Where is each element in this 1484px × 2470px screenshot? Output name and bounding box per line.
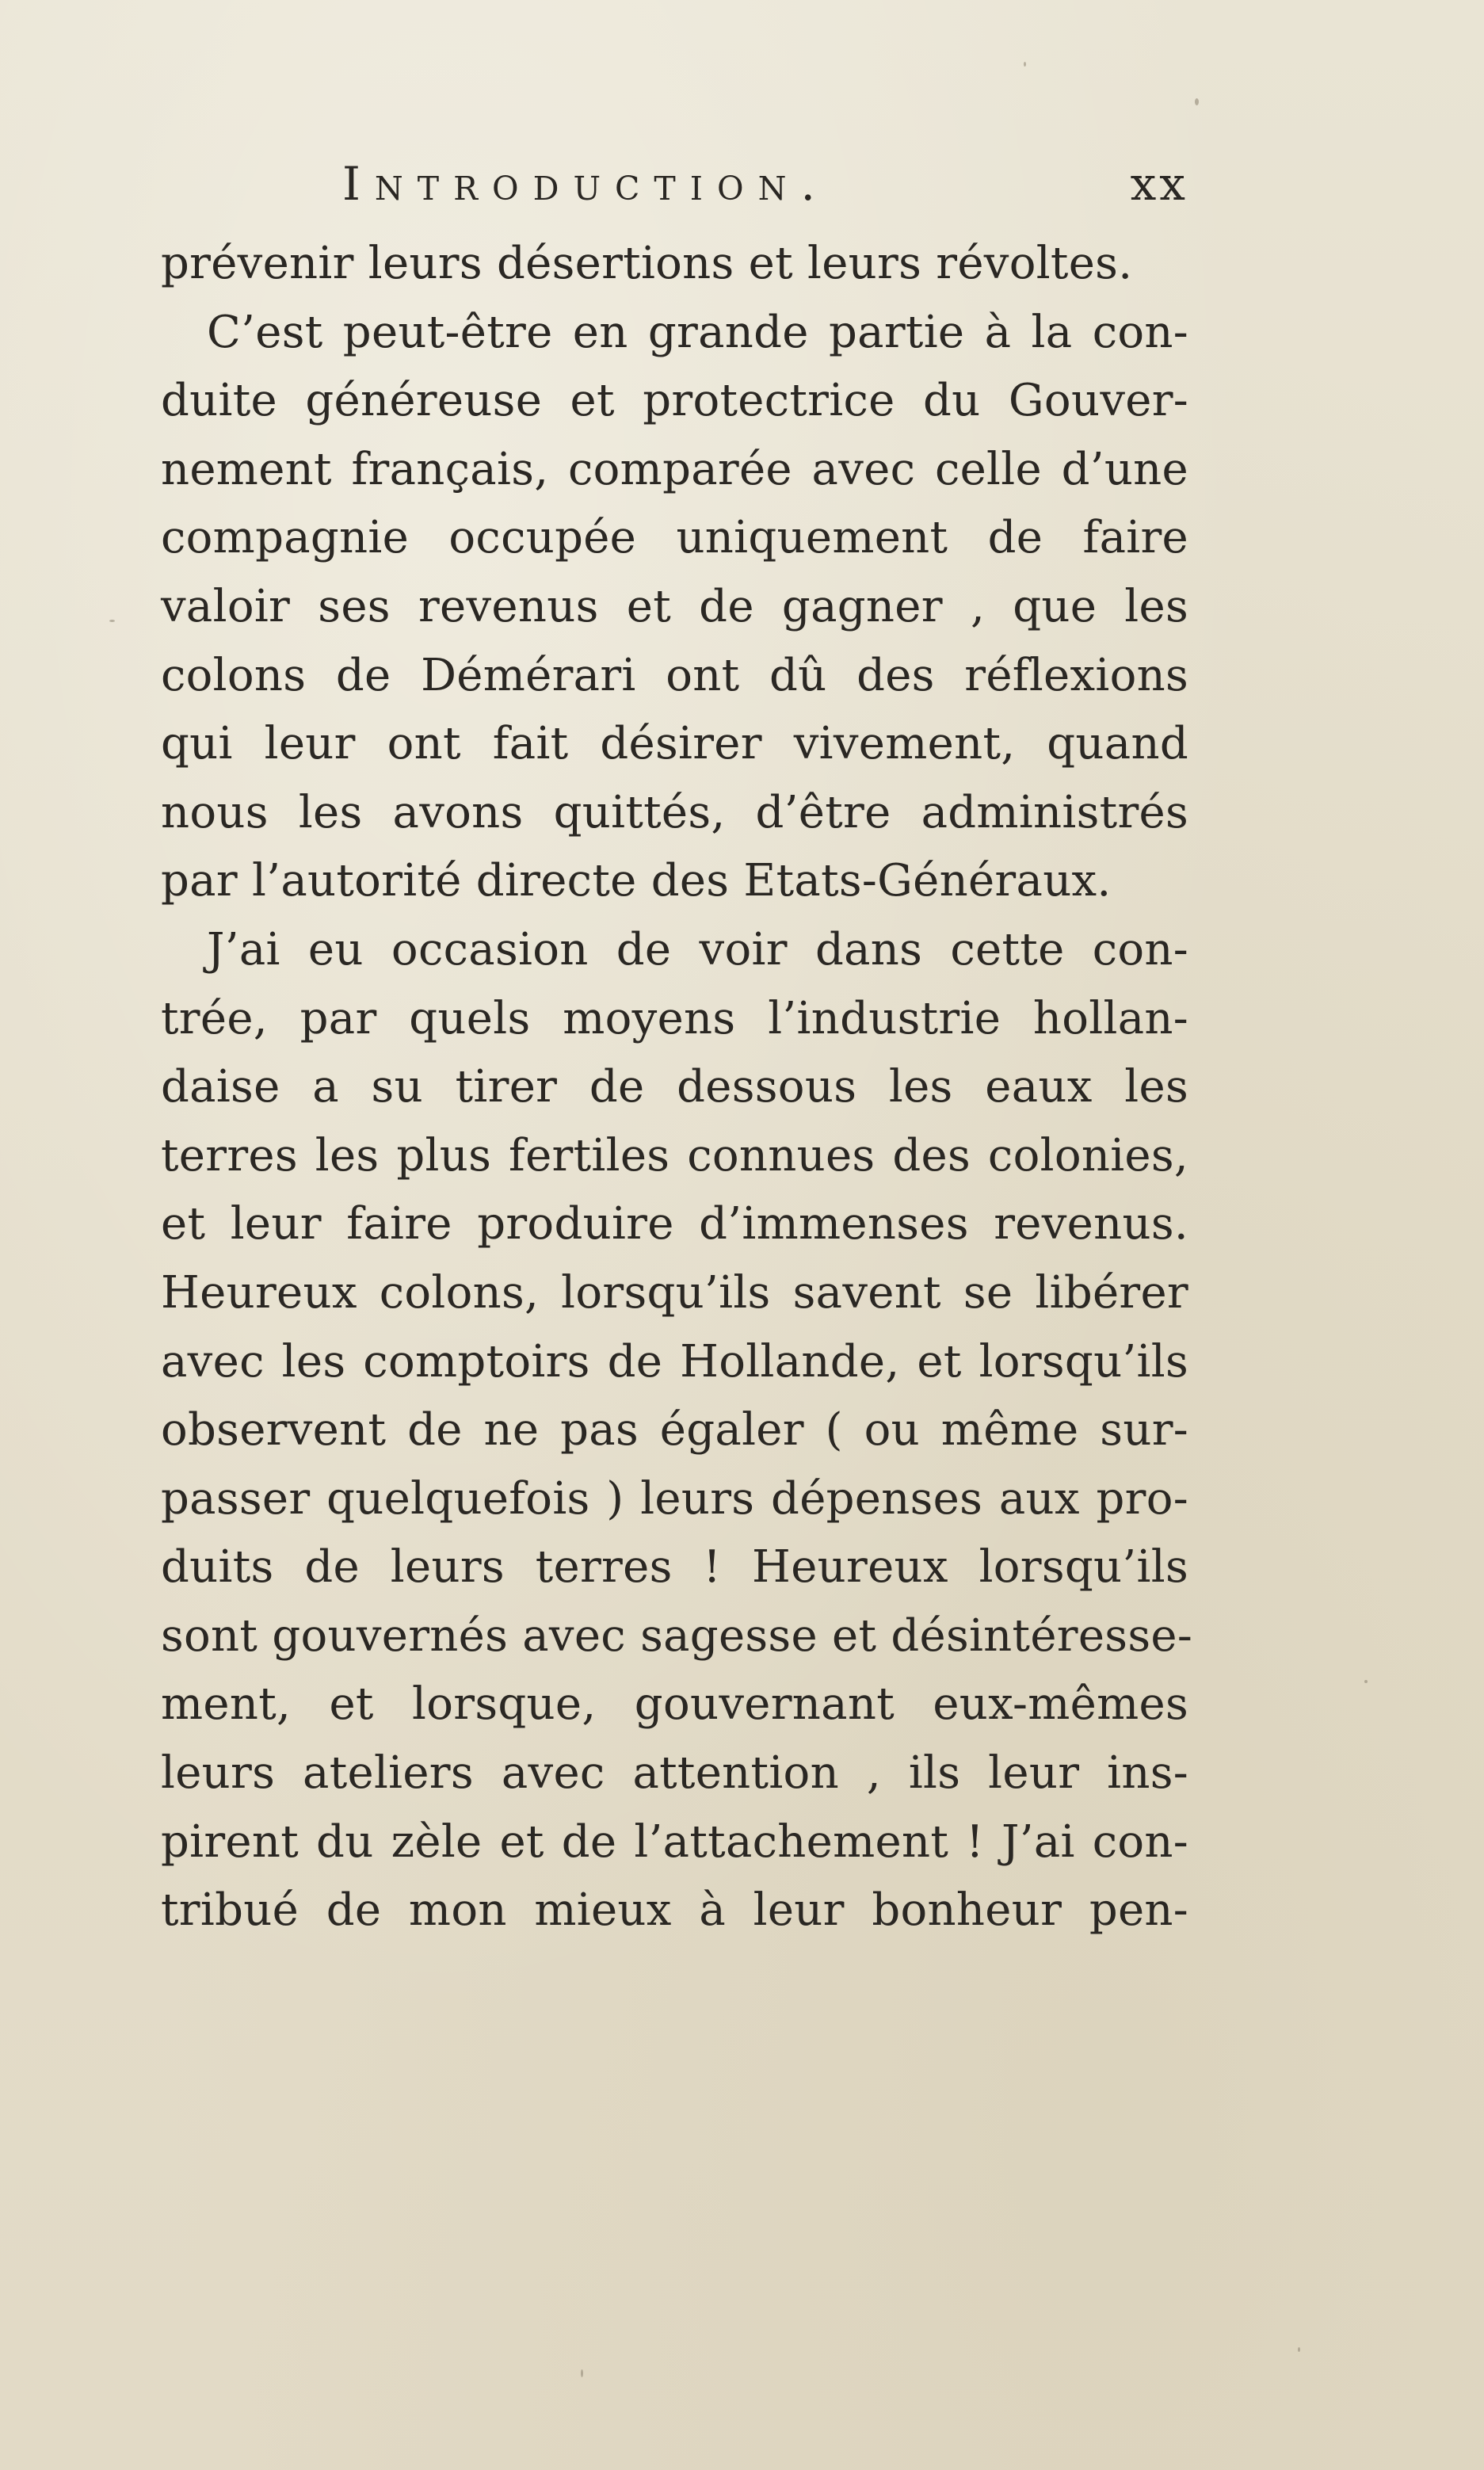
text-line: qui leur ont fait désirer vivement, quand (161, 718, 1188, 770)
text-line: C’est peut-être en grande partie à la con- (207, 306, 1188, 358)
text-line: colons de Démérari ont dû des réflexions (161, 649, 1188, 701)
text-line: J’ai eu occasion de voir dans cette con- (207, 923, 1188, 975)
paper-speck (1024, 62, 1026, 67)
text-line: valoir ses revenus et de gagner , que les (161, 580, 1188, 632)
text-line: ment, et lorsque, gouvernant eux-mêmes (161, 1678, 1188, 1731)
text-line: nement français, comparée avec celle d’une (161, 443, 1188, 495)
text-line: tribué de mon mieux à leur bonheur pen- (161, 1884, 1188, 1937)
paper-speck (581, 2369, 583, 2377)
text-line: duits de leurs terres ! Heureux lorsqu’ils (161, 1541, 1188, 1594)
text-line: observent de ne pas égaler ( ou même sur- (161, 1404, 1188, 1456)
text-line: et leur faire produire d’immenses revenus. (161, 1198, 1188, 1250)
paper-speck (1298, 2347, 1300, 2352)
text-line: avec les comptoirs de Hollande, et lorsqu’ils (161, 1335, 1188, 1388)
text-line: prévenir leurs désertions et leurs révoltes. (161, 238, 1133, 289)
text-line: sont gouvernés avec sagesse et désintéresse- (161, 1609, 1193, 1662)
page-number: xx (1130, 157, 1188, 211)
text-line: trée, par quels moyens l’industrie hollan- (161, 992, 1188, 1044)
text-line: leurs ateliers avec attention , ils leur ins- (161, 1747, 1188, 1800)
text-line: compagnie occupée uniquement de faire (161, 512, 1188, 564)
text-line: par l’autorité directe des Etats-Généraux. (161, 855, 1112, 907)
text-line: pirent du zèle et de l’attachement ! J’ai con- (161, 1815, 1188, 1868)
text-line: daise a su tirer de dessous les eaux les (161, 1061, 1188, 1113)
text-line: passer quelquefois ) leurs dépenses aux pro- (161, 1472, 1188, 1525)
paper-speck (1364, 1680, 1368, 1683)
body-text (161, 230, 1193, 1945)
paper-speck (109, 620, 115, 622)
running-head-title: Introduction. (342, 157, 830, 211)
text-line: duite généreuse et protectrice du Gouver- (161, 375, 1188, 427)
running-head (158, 157, 1188, 220)
paper-speck (1195, 98, 1199, 105)
text-line: nous les avons quittés, d’être administrés (161, 786, 1188, 838)
text-line: Heureux colons, lorsqu’ils savent se libérer (161, 1266, 1188, 1319)
text-line: terres les plus fertiles connues des colonies, (161, 1129, 1188, 1182)
